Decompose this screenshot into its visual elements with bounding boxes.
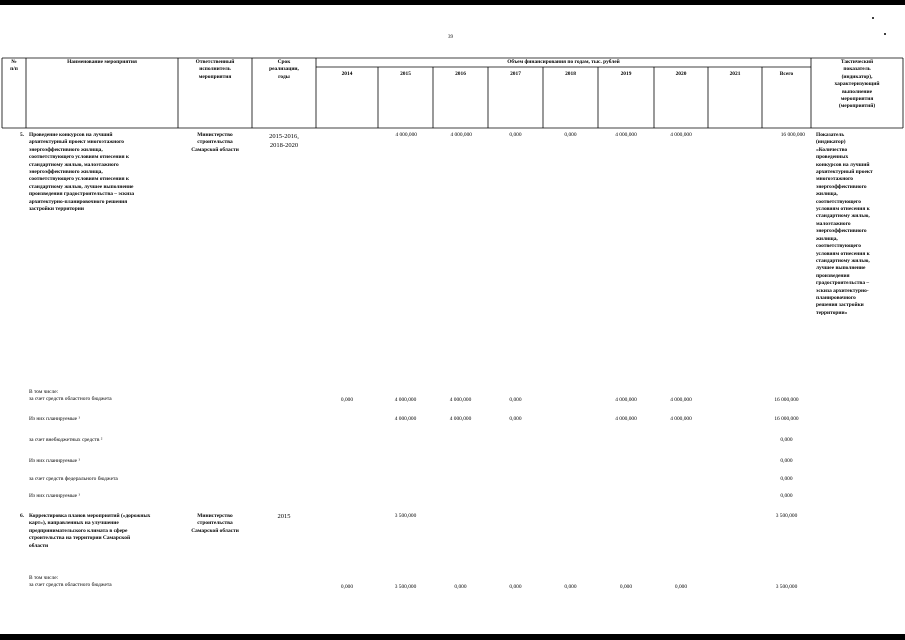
item-6-sub-value: 0,000 <box>619 584 633 590</box>
header-term: Срок реализации, годы <box>269 59 299 80</box>
item-5-sub-value: 4 000,000 <box>670 397 692 403</box>
header-year: 2014 <box>341 71 353 77</box>
item-5-value: 4 000,000 <box>615 132 637 138</box>
header-year: 2021 <box>729 71 741 77</box>
item-6-value: 3 500,000 <box>394 513 417 519</box>
item-6-sub-value: 0,000 <box>454 584 467 590</box>
header-year: 2015 <box>400 71 411 77</box>
item-5-sub-value: 4 000,000 <box>449 416 472 422</box>
item-5-value: 0,000 <box>564 132 577 138</box>
header-year: 2017 <box>510 71 521 77</box>
item-5-value: 4 000,000 <box>670 132 692 138</box>
header-name: Наименование мероприятия <box>67 59 137 65</box>
item-5-sub-value: 4 000,000 <box>394 416 417 422</box>
item-5-sub-label: за счет средств федерального бюджета <box>29 476 118 482</box>
item-5-sub-label: Из них планируемые ¹ <box>29 493 80 499</box>
item-5-sub-total: 0,000 <box>780 493 793 499</box>
item-5-value: 0,000 <box>509 132 522 138</box>
item-6-sub-value: 0,000 <box>674 584 688 590</box>
header-indicator: Тактический показатель (индикатор), характеризующий выполнение мероприятия (мероприятий) <box>834 59 880 110</box>
item-5-sub-value: 4 000,000 <box>394 397 417 403</box>
item-6-term: 2015 <box>277 513 291 520</box>
item-6-sub-value: 0,000 <box>340 584 354 590</box>
header-funding-title: Объем финансирования по годам, тыс. рублей <box>507 59 620 65</box>
item-5-sub-value: 4 000,000 <box>615 397 637 403</box>
header-total: Всего <box>779 71 794 77</box>
item-5-value: 4 000,000 <box>395 132 417 138</box>
item-6-sub-label: В том числе: за счет средств областного бюджета <box>29 575 112 589</box>
item-5-total: 16 000,000 <box>780 132 805 138</box>
item-5-sub-total: 16 000,000 <box>774 416 799 422</box>
item-5-sub-label: В том числе: за счет средств областного бюджета <box>29 389 112 403</box>
item-6-number: 6. <box>19 513 24 519</box>
item-6-sub-value: 0,000 <box>564 584 577 590</box>
item-5-sub-value: 0,000 <box>340 397 354 403</box>
header-year: 2020 <box>675 71 687 77</box>
item-5-sub-total: 0,000 <box>780 437 793 443</box>
item-5-sub-value: 0,000 <box>509 416 522 422</box>
item-6-total: 3 500,000 <box>775 513 798 519</box>
scan-speck <box>872 17 874 19</box>
item-5-sub-label: Из них планируемые ¹ <box>29 416 80 422</box>
header-executor: Ответственный исполнитель мероприятия <box>195 59 235 80</box>
header-num: № п/п <box>10 59 18 73</box>
header-year: 2018 <box>565 71 576 77</box>
item-5-sub-label: Из них планируемые ¹ <box>29 458 80 464</box>
item-6-sub-total: 3 500,000 <box>775 584 798 590</box>
item-5-sub-total: 16 000,000 <box>774 397 799 403</box>
item-5-name: Проведение конкурсов на лучший архитектурный проект многоэтажного энергоэффективного жилища, соответствующего условиям отнесения к стандартному жилью, малоэтажного энергоэффективного жилища, соответствующего условиям отнесения к стандартному жилью, лучшее выполнение произведения градостроительства – эскиза архитектурно-планировочного решения застройки территории <box>29 132 135 213</box>
scan-border-top <box>0 0 905 5</box>
item-6-name: Корректировка планов мероприятий («дорожных карт»), направленных на улучшение предпринимательского климата в сфере строительства на территории Самарской области <box>29 513 151 549</box>
item-5-sub-label: за счет внебюджетных средств ² <box>29 437 103 443</box>
item-6-executor: Министерство строительства Самарской области <box>191 513 239 534</box>
item-5-sub-total: 0,000 <box>780 476 793 482</box>
scan-border-bottom <box>0 634 905 640</box>
item-5-sub-value: 4 000,000 <box>670 416 692 422</box>
item-5-term: 2015-2016, 2018-2020 <box>269 133 299 149</box>
page-number: 39 <box>448 35 453 40</box>
item-5-sub-total: 0,000 <box>780 458 793 464</box>
scan-speck <box>884 33 886 35</box>
header-year: 2019 <box>620 71 632 77</box>
item-6-sub-value: 3 500,000 <box>394 584 417 590</box>
item-5-sub-value: 4 000,000 <box>615 416 637 422</box>
item-5-number: 5. <box>19 132 24 138</box>
item-5-indicator: Показатель (индикатор) «Количество проведенных конкурсов на лучший архитектурный проект многоэтажного энергоэффективного жилища, соответствующего условиям отнесения к стандартному жилью, малоэтажного энергоэффективного жилища, соответствующего условиям отнесения к стандартному жилью, лучшее выполнение произведения градостроительства – эскиза архитектурно- планировочного решения застройки территории» <box>816 132 873 316</box>
item-5-sub-value: 4 000,000 <box>449 397 472 403</box>
item-5-value: 4 000,000 <box>450 132 472 138</box>
item-6-sub-value: 0,000 <box>509 584 522 590</box>
header-year: 2016 <box>455 71 466 77</box>
item-5-sub-value: 0,000 <box>509 397 522 403</box>
item-5-executor: Министерство строительства Самарской области <box>191 132 239 153</box>
